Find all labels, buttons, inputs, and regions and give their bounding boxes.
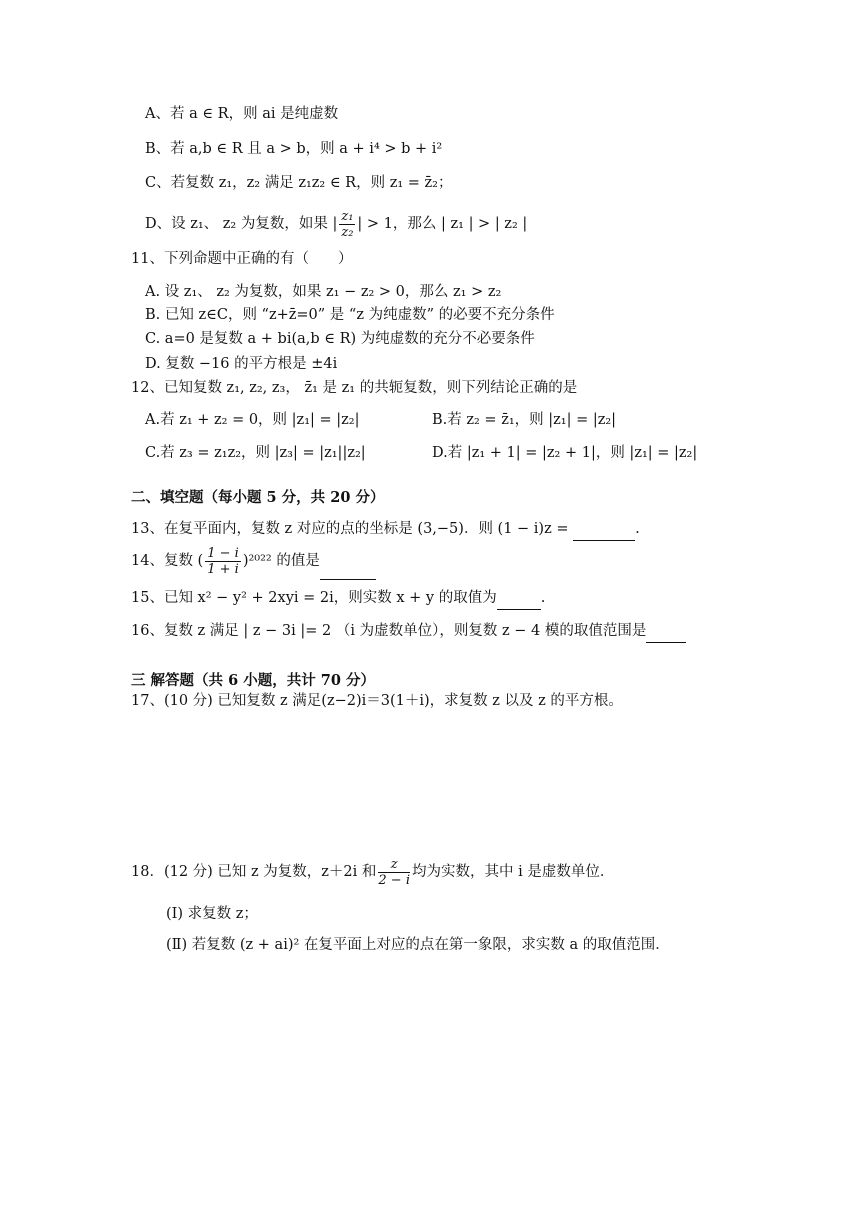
q15 bbox=[131, 587, 545, 610]
q10-option-b: B、若 a,b ∈ R 且 a > b，则 a + i⁴ > b + i² bbox=[145, 141, 443, 157]
q10-d-denominator: z₂ bbox=[341, 224, 354, 240]
q13-text: 13、在复平面内，复数 z 对应的点的坐标是 (3,−5)．则 (1 − i)z = bbox=[131, 521, 574, 537]
q13-period: . bbox=[635, 521, 640, 537]
q10-d-numerator: z₁ bbox=[341, 208, 354, 224]
q18-denominator: 2 − i bbox=[378, 872, 410, 888]
q11-stem: 11、下列命题中正确的有（ ） bbox=[131, 251, 353, 267]
q11-option-c: C. a=0 是复数 a + bi(a,b ∈ R) 为纯虚数的充分不必要条件 bbox=[145, 331, 535, 347]
q13 bbox=[131, 518, 640, 541]
section-2-heading: 二、填空题（每小题 5 分，共 20 分） bbox=[131, 489, 385, 506]
q14-denominator: 1 + i bbox=[207, 561, 239, 577]
q11-option-b: B. 已知 z∈C，则 “z+z̄=0” 是 “z 为纯虚数” 的必要不充分条件 bbox=[145, 307, 555, 323]
q18-suffix: 均为实数，其中 i 是虚数单位． bbox=[412, 864, 615, 880]
q18-numerator: z bbox=[378, 857, 410, 873]
q12-option-d: D.若 |z₁ + 1| = |z₂ + 1|，则 |z₁| = |z₂| bbox=[432, 445, 698, 461]
q10-option-d-prefix: D、设 z₁、 z₂ 为复数，如果 | bbox=[145, 216, 338, 232]
q18-part-2: (Ⅱ) 若复数 (z + ai)² 在复平面上对应的点在第一象限，求实数 a 的取值范围． bbox=[166, 937, 670, 953]
q12-option-a: A.若 z₁ + z₂ = 0，则 |z₁| = |z₂| bbox=[145, 412, 360, 428]
q18-prefix: 18．(12 分) 已知 z 为复数，z＋2i 和 bbox=[131, 864, 377, 880]
q17: 17、(10 分) 已知复数 z 满足(z−2)i＝3(1＋i)，求复数 z 以及 z 的平方根。 bbox=[131, 693, 623, 709]
q16 bbox=[131, 620, 686, 643]
q12-option-c: C.若 z₃ = z₁z₂，则 |z₃| = |z₁||z₂| bbox=[145, 445, 366, 461]
q14 bbox=[131, 543, 376, 580]
q18-fraction bbox=[378, 857, 410, 888]
q18-part-1: (Ⅰ) 求复数 z； bbox=[166, 906, 258, 922]
section-3-heading: 三 解答题（共 6 小题，共计 70 分） bbox=[131, 672, 376, 689]
q14-numerator: 1 − i bbox=[207, 545, 239, 561]
q12-option-b: B.若 z₂ = z̄₁，则 |z₁| = |z₂| bbox=[432, 412, 617, 428]
q10-option-c: C、若复数 z₁，z₂ 满足 z₁z₂ ∈ R，则 z₁ = z̄₂； bbox=[145, 175, 453, 191]
q14-prefix: 14、复数 ( bbox=[131, 553, 204, 569]
q16-text: 16、复数 z 满足 | z − 3i |= 2 （i 为虚数单位），则复数 z − 4 模的取值范围是 bbox=[131, 623, 647, 639]
q16-answer-blank[interactable] bbox=[646, 620, 686, 643]
q18 bbox=[131, 852, 614, 892]
q10-option-a: A、若 a ∈ R，则 ai 是纯虚数 bbox=[145, 106, 339, 122]
q14-suffix: )²⁰²² 的值是 bbox=[242, 553, 320, 569]
q10-option-d-fraction bbox=[339, 209, 355, 240]
q15-period: . bbox=[540, 590, 546, 606]
q14-fraction bbox=[205, 546, 241, 577]
q10-option-d-suffix: | > 1，那么 | z₁ | > | z₂ | bbox=[357, 216, 528, 232]
q15-text: 15、已知 x² − y² + 2xyi = 2i，则实数 x + y 的取值为 bbox=[131, 590, 497, 606]
q15-answer-blank[interactable] bbox=[497, 587, 541, 610]
q14-answer-blank[interactable] bbox=[320, 543, 376, 580]
q11-option-a: A. 设 z₁、 z₂ 为复数，如果 z₁ − z₂ > 0，那么 z₁ > z₂ bbox=[145, 284, 502, 300]
q12-stem: 12、已知复数 z₁, z₂, z₃， z̄₁ 是 z₁ 的共轭复数，则下列结论正确的是 bbox=[131, 380, 578, 396]
q11-option-d: D. 复数 −16 的平方根是 ±4i bbox=[145, 356, 338, 372]
q10-option-d bbox=[145, 207, 527, 241]
q13-answer-blank[interactable] bbox=[573, 518, 635, 541]
